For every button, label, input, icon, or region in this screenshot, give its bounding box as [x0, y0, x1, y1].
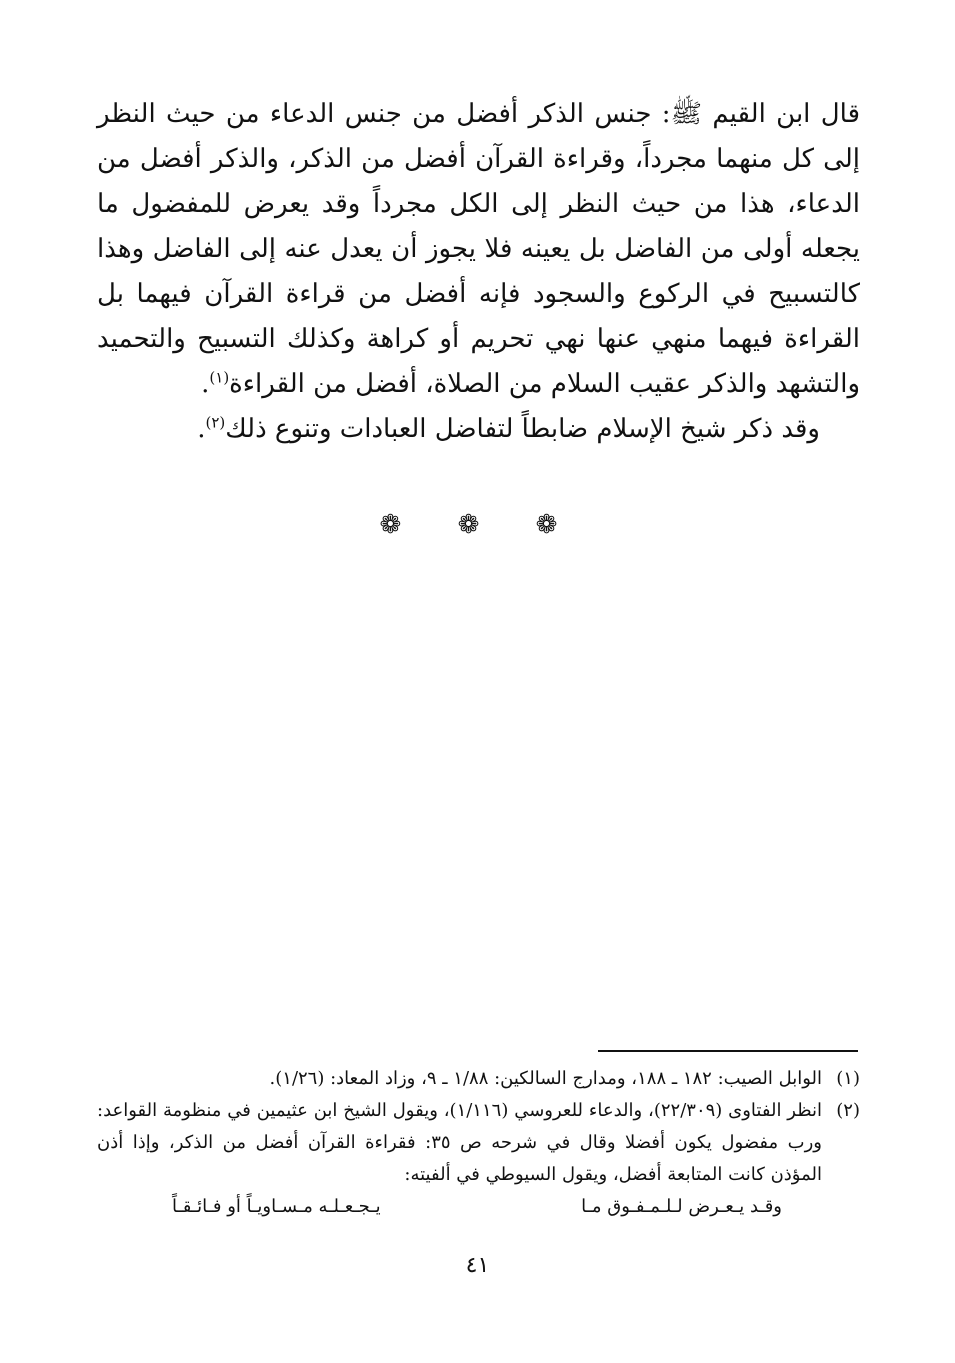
footnote-text: الوابل الصيب: ١٨٢ ـ ١٨٨، ومدارج السالكين: ١/٨٨ ـ ٩، وزاد المعاد: (١/٢٦).: [269, 1068, 822, 1089]
page-number: ٤١: [465, 1253, 490, 1278]
paragraph-line: النظر إلى كل منهما مجرداً، وقراءة القرآن أفضل من الذكر، والذكر أفضل: [97, 99, 860, 174]
verse-second-hemistich: يـجـعـلـه مـسـاويـاً أو فـائـقـاً: [172, 1196, 381, 1217]
paragraph-end: .: [201, 369, 210, 399]
footnote-number: (١): [836, 1068, 860, 1089]
flower-ornament-icon: ❁: [379, 510, 420, 540]
footnote-text: انظر الفتاوى (٢٢/٣٠٩)، والدعاء للعروسي (١/١١٦)، ويقول الشيخ ابن عثيمين في منظومة القواعد: ورب مفضول يكون أفضلا وقال في شرحه ص ٣٥: فقراءة القرآن أفضل من الذكر، وإذا أذن المؤذن كانت المتابعة أفضل، ويقول السيوطي في ألفيته:: [97, 1100, 822, 1185]
paragraph-line: كالتسبيح في الركوع والسجود فإنه أفضل من قراءة القرآن فيهما بل القراءة: [97, 279, 861, 354]
verse-first-hemistich: وقـد يـعـرض لـلـمـفـوق مـا: [581, 1196, 782, 1217]
footnote-1: [97, 1063, 860, 1095]
footnote-divider: [598, 1050, 858, 1052]
paragraph-line: قال ابن القيم ﷺ: جنس الذكر أفضل من جنس الدعاء من حيث: [166, 99, 861, 129]
paragraph-text: وقد ذكر شيخ الإسلام ضابطاً لتفاضل العبادات وتنوع ذلك: [225, 414, 820, 444]
flower-ornament-icon: ❁: [457, 510, 498, 540]
flower-ornament-icon: ❁: [535, 510, 576, 540]
paragraph-end: .: [197, 414, 206, 444]
paragraph-line: فيهما منهي عنها نهي تحريم أو كراهة وكذلك التسبيح والتحميد والتشهد: [97, 324, 860, 399]
paragraph-line: يجعله أولى من الفاضل بل يعينه فلا يجوز أن يعدل عنه إلى الفاضل وهذا: [97, 234, 860, 264]
paragraph-sheikh-islam: [97, 407, 860, 452]
footnote-ref-2[interactable]: (٢): [205, 413, 226, 432]
paragraph-line: والذكر عقيب السلام من الصلاة، أفضل من القراءة: [229, 369, 768, 399]
paragraph-ibn-qayyim: [97, 92, 860, 407]
footnote-ref-1[interactable]: (١): [209, 368, 230, 387]
poem-verse: [97, 1191, 822, 1223]
main-text: [97, 92, 860, 452]
footnote-text-block: [97, 1095, 822, 1223]
footnote-number: (٢): [836, 1100, 860, 1121]
paragraph-line: من الدعاء، هذا من حيث النظر إلى الكل مجرداً وقد يعرض للمفضول ما: [97, 144, 860, 219]
section-separator: [0, 510, 955, 540]
footnotes: [97, 1063, 860, 1223]
footnote-2: [97, 1095, 860, 1223]
